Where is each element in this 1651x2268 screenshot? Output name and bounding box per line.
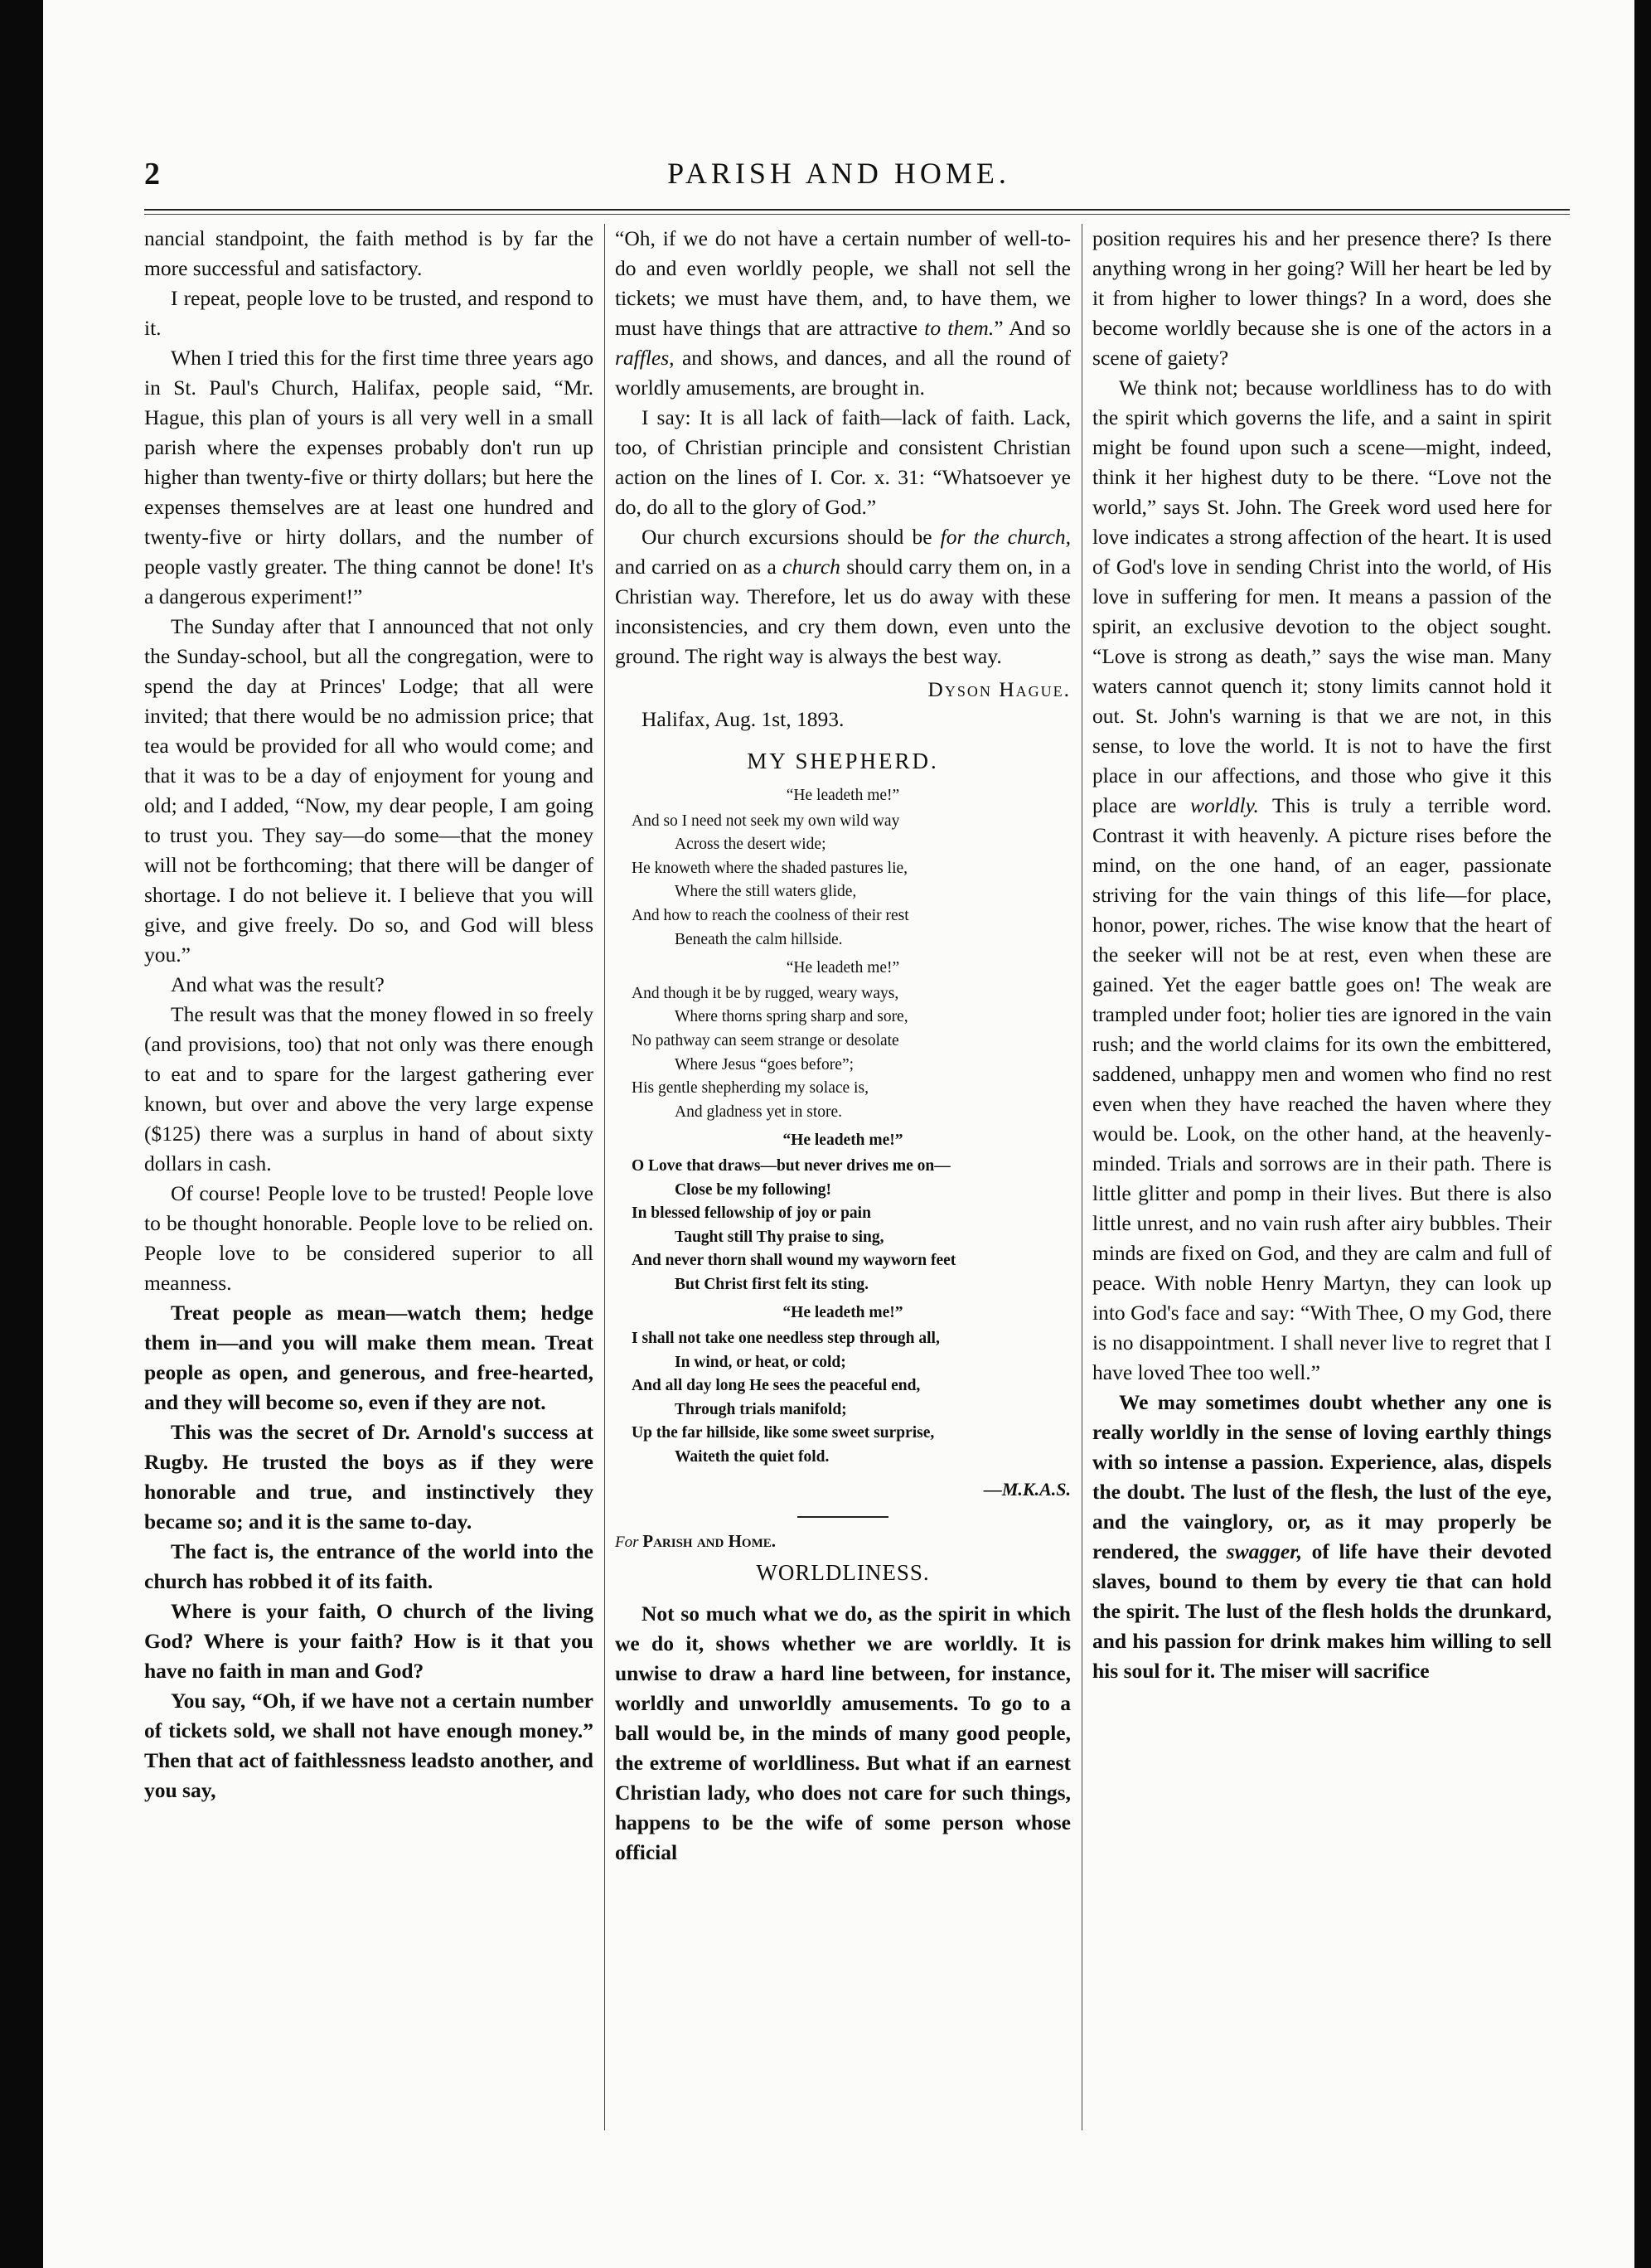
poem-line: No pathway can seem strange or desolate (632, 1031, 899, 1049)
poem-line: And though it be by rugged, weary ways, (632, 984, 899, 1002)
paragraph: This was the secret of Dr. Arnold's success at Rugby. He trusted the boys as if they were honorable and true, and instinctively they became so; and it is the same to-day. (144, 1420, 593, 1534)
paragraph: Of course! People love to be trusted! People love to be thought honorable. People love to be relied on. People love to be considered superior to all meanness. (144, 1181, 593, 1295)
paragraph: Not so much what we do, as the spirit in which we do it, shows whether we are worldly. It is unwise to draw a hard line between, for instance, worldly and unworldly amusements. To go to a ball would be, in the minds of many good people, the extreme of worldliness. But what if an earnest Christian lady, who does not care for such things, happens to be the wife of some person whose official (615, 1601, 1071, 1864)
page-header (43, 156, 1634, 197)
poem (615, 784, 1071, 1470)
paragraph: And what was the result? (171, 972, 385, 996)
poem-line: And all day long He sees the peaceful end, (632, 1377, 921, 1395)
newspaper-page (43, 0, 1634, 2268)
masthead-title: PARISH AND HOME. (667, 157, 1010, 190)
paragraph: We may sometimes doubt whether any one is really worldly in the sense of loving earthly things with so intense a passion. Experience, alas, dispels the doubt. The lust of the flesh, the lust of the eye, and the vainglory, or, as it may properly be rendered, the swagger, of life have their devoted slaves, bound to them by every tie that can hold the spirit. The lust of the flesh holds the drunkard, and his passion for drink makes him willing to sell his soul for it. The miser will sacrifice (1092, 1390, 1552, 1683)
paragraph: position requires his and her presence there? Is there anything wrong in her going? Will her heart be led by it from higher to lower things? In a word, does she become worldly because she is one of the actors in a scene of gaiety? (1092, 226, 1552, 370)
poem-line: In wind, or heat, or cold; (675, 1353, 846, 1371)
poem-line: I shall not take one needless step through all, (632, 1330, 940, 1348)
column-1 (144, 224, 593, 1805)
header-rule-top (144, 209, 1570, 211)
paragraph: The result was that the money flowed in so freely (and provisions, too) that not only was there enough to eat and to spare for the largest gathering ever known, but over and above the very large expense ($125) there was a surplus in hand of about sixty dollars in cash. (144, 1002, 593, 1175)
poem-line: Where the still waters glide, (675, 883, 857, 901)
paragraph: The Sunday after that I announced that not only the Sunday-school, but all the congregation, were to spend the day at Princes' Lodge; that all were invited; that there would be no admission price; that tea would be provided for all who would come; and that it was to be a day of enjoyment for young and old; and I added, “Now, my dear people, I am going to trust you. They say—do some—that the money will not be forthcoming; that there will be danger of shortage. I do not believe it. I believe that you will give, and give freely. Do so, and God will bless you.” (144, 614, 593, 967)
poem-title: MY SHEPHERD. (747, 749, 939, 773)
paragraph: Where is your faith, O church of the living God? Where is your faith? How is it that you have no faith in man and God? (144, 1599, 593, 1683)
poem-line: Beneath the calm hillside. (675, 930, 843, 948)
poem-refrain: “He leadeth me!” (786, 959, 900, 977)
paragraph: I repeat, people love to be trusted, and respond to it. (144, 286, 593, 340)
paragraph: We think not; because worldliness has to do with the spirit which governs the life, and a saint in spirit might be found upon such a scene—might, indeed, think it her highest duty to be there. “Love not the world,” says St. John. The Greek word used here for love indicates a strong affection of the heart. It is used of God's love in sending Christ into the world, of His love in suffering for men. It means a passion of the spirit, an exclusive devotion to the object sought. “Love is strong as death,” says the wise man. Many waters cannot quench it; stony limits cannot hold it out. St. John's warning is that we are not, in this sense, to love the world. It is not to have the first place in our affections, and those who give it this place are worldly. This is truly a terrible word. Contrast it with heavenly. A picture rises before the mind, on the one hand, of an eager, passionate striving for the vain things of this life—for place, honor, power, riches. The wise know that the heart of the seeker will not be at rest, even when these are gained. Yet the eager battle goes on! The weak are trampled under foot; holier ties are ignored in the vain rush; and the world claims for its own the embittered, saddened, unhappy men and women who find no rest even when they have reached the haven where they would be. Look, on the other hand, at the heavenly-minded. Trials and sorrows are in their path. There is little glitter and pomp in their lives. But there is also little unrest, and no vain rush after airy bubbles. Their minds are fixed on God, and they are calm and full of peace. With noble Henry Martyn, they can look up into God's face and say: “With Thee, O my God, there is no disappointment. I shall never live to regret that I have loved Thee too well.” (1092, 376, 1552, 1384)
author-signature: Dyson Hague. (927, 677, 1071, 701)
poem-line: But Christ first felt its sting. (675, 1275, 869, 1293)
poem-line: And gladness yet in store. (675, 1102, 843, 1121)
poem-line: Through trials manifold; (675, 1400, 847, 1418)
column-2 (615, 224, 1071, 1868)
poem-line: Across the desert wide; (675, 836, 826, 854)
poem-line: And how to reach the coolness of their rest (632, 906, 909, 924)
poem-line: He knoweth where the shaded pastures lie, (632, 859, 908, 877)
poem-refrain: “He leadeth me!” (782, 1304, 903, 1322)
column-divider-1 (604, 224, 605, 2130)
poem-refrain: “He leadeth me!” (782, 1132, 903, 1150)
column-3 (1092, 224, 1552, 1686)
paragraph: The fact is, the entrance of the world into the church has robbed it of its faith. (144, 1539, 593, 1593)
paragraph: Treat people as mean—watch them; hedge them in—and you will make them mean. Treat people as open, and generous, and free-hearted, and they will become so, even if they are not. (144, 1301, 593, 1414)
poem-line: Waiteth the quiet fold. (675, 1448, 830, 1466)
poem-line: Where Jesus “goes before”; (675, 1055, 855, 1073)
source-line: For Parish and Home. (615, 1530, 777, 1551)
section-title: WORLDLINESS. (756, 1559, 930, 1585)
paragraph: I say: It is all lack of faith—lack of faith. Lack, too, of Christian principle and consistent Christian action on the lines of I. Cor. x. 31: “Whatsoever ye do, do all to the glory of God.” (615, 405, 1071, 519)
poem-stanza (615, 957, 1071, 1124)
poem-line: Taught still Thy praise to sing, (675, 1228, 884, 1246)
poem-refrain: “He leadeth me!” (786, 787, 900, 804)
page-number: 2 (144, 157, 160, 191)
header-rule-bottom (144, 214, 1570, 215)
paragraph: “Oh, if we do not have a certain number of well-to-do and even worldly people, we shall not sell the tickets; we must have them, and, to have them, we must have things that are attractive to them.” And so raffles, and shows, and dances, and all the round of worldly amusements, are brought in. (615, 226, 1072, 400)
poem-line: Close be my following! (675, 1180, 832, 1199)
poem-line: In blessed fellowship of joy or pain (632, 1204, 871, 1223)
dateline: Halifax, Aug. 1st, 1893. (642, 707, 845, 731)
paragraph: Our church excursions should be for the church, and carried on as a church should carry them on, in a Christian way. Therefore, let us do away with these inconsistencies, and cry them down, even unto the ground. The right way is always the best way. (615, 525, 1072, 668)
poem-stanza (615, 784, 1071, 952)
poem-line: Up the far hillside, like some sweet surprise, (632, 1424, 935, 1442)
poem-stanza (615, 1129, 1071, 1296)
paragraph: When I tried this for the first time three years ago in St. Paul's Church, Halifax, people said, “Mr. Hague, this plan of yours is all very well in a small parish where the expenses probably don't run up higher than twenty-five or thirty dollars; but here the expenses themselves are at least one hundred and twenty-five or hirty dollars, and the number of people vastly greater. The thing cannot be done! It's a dangerous experiment!” (144, 346, 593, 608)
poem-signature: —M.K.A.S. (983, 1478, 1071, 1500)
poem-line: And never thorn shall wound my wayworn feet (632, 1252, 956, 1270)
paragraph: You say, “Oh, if we have not a certain number of tickets sold, we shall not have enough money.” Then that act of faithlessness leadsto another, and you say, (144, 1689, 593, 1802)
poem-line: O Love that draws—but never drives me on— (632, 1156, 951, 1175)
poem-line: Where thorns spring sharp and sore, (675, 1008, 908, 1026)
poem-line: And so I need not seek my own wild way (632, 812, 900, 830)
poem-stanza (615, 1301, 1071, 1469)
poem-line: His gentle shepherding my solace is, (632, 1079, 869, 1098)
section-divider (797, 1516, 888, 1518)
paragraph: nancial standpoint, the faith method is by far the more successful and satisfactory. (144, 226, 593, 280)
